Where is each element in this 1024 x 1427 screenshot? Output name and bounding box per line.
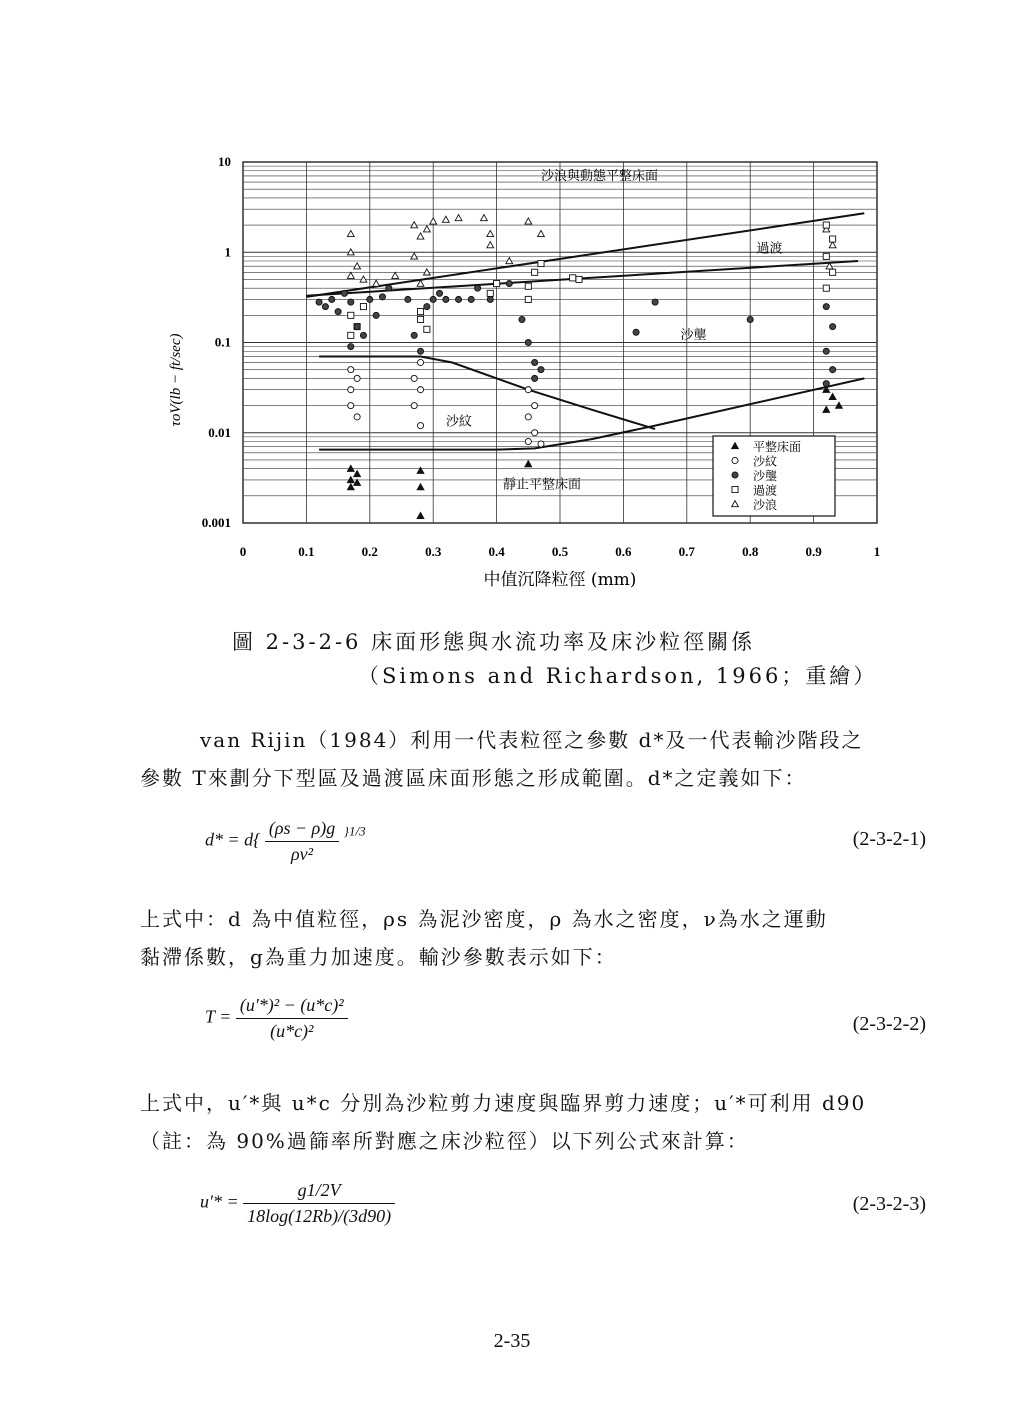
data-point <box>417 512 424 518</box>
data-point <box>487 296 493 302</box>
data-point <box>525 283 531 289</box>
legend-label: 沙壟 <box>753 469 778 483</box>
eq2-fraction <box>236 995 348 1042</box>
data-point <box>442 216 449 222</box>
legend-label: 沙浪 <box>753 498 778 512</box>
data-point <box>424 304 430 310</box>
region-label: 過渡 <box>756 241 783 257</box>
data-point <box>348 312 354 318</box>
x-tick-label: 0.4 <box>488 544 505 559</box>
y-tick-label: 0.1 <box>214 334 231 350</box>
data-point <box>525 296 531 302</box>
eq1-numerator: (ρs − ρ)g <box>265 818 339 842</box>
eq2-denominator: (u*c)² <box>270 1021 314 1041</box>
data-point <box>538 230 545 236</box>
data-point <box>525 461 532 467</box>
data-point <box>411 222 418 228</box>
eq3-numerator: g1/2V <box>243 1180 395 1204</box>
paragraph-3-line-1: 上式中，u′*與 u*c 分別為沙粒剪力速度與臨界剪力速度；u′*可利用 d90 <box>140 1091 867 1115</box>
data-point <box>487 230 494 236</box>
x-tick-label: 0.8 <box>742 544 759 559</box>
figure-caption-line1: 圖 2-3-2-6 床面形態與水流功率及床沙粒徑關係 <box>232 630 756 654</box>
data-point <box>360 276 367 282</box>
data-point <box>392 272 399 278</box>
data-point <box>532 359 538 365</box>
data-point <box>423 226 430 232</box>
data-point <box>347 230 354 236</box>
eq3-lhs: u′* = <box>200 1191 239 1212</box>
x-tick-label: 0.6 <box>615 544 632 559</box>
data-point <box>411 253 418 259</box>
eq3-fraction <box>243 1180 395 1227</box>
eq1-lhs: d* = d{ <box>205 829 261 850</box>
x-tick-label: 0.1 <box>298 544 315 559</box>
legend-label: 平整床面 <box>753 440 802 454</box>
data-point <box>417 467 424 473</box>
eq2-numerator: (u′*)² − (u*c)² <box>236 995 348 1019</box>
data-point <box>525 438 531 444</box>
y-tick-label: 10 <box>218 154 231 169</box>
data-point <box>823 304 829 310</box>
paragraph-3-line-2: （註：為 90%過篩率所對應之床沙粒徑）以下列公式來計算： <box>140 1129 749 1153</box>
data-point <box>348 299 354 305</box>
data-point <box>386 285 392 291</box>
data-point <box>354 375 360 381</box>
data-point <box>455 215 462 221</box>
legend-label: 過渡 <box>753 483 778 498</box>
data-point <box>836 402 843 408</box>
data-point <box>532 375 538 381</box>
data-point <box>322 304 328 310</box>
data-point <box>348 332 354 338</box>
legend-marker <box>732 457 738 463</box>
data-point <box>823 348 829 354</box>
x-tick-label: 0.3 <box>425 544 442 559</box>
region-label: 沙紋 <box>445 414 472 430</box>
bedform-chart <box>150 145 910 595</box>
equation-3 <box>200 1180 395 1227</box>
data-point <box>525 339 531 345</box>
eq1-fraction <box>265 818 339 865</box>
data-point <box>494 280 500 286</box>
y-axis-label: τoV(lb − ft/sec) <box>168 333 184 427</box>
x-tick-label: 0 <box>239 544 247 559</box>
data-point <box>411 332 417 338</box>
data-point <box>487 290 493 296</box>
eq2-lhs: T = <box>205 1006 232 1027</box>
data-point <box>360 304 366 310</box>
data-point <box>823 253 829 259</box>
data-point <box>525 387 531 393</box>
data-point <box>532 269 538 275</box>
y-tick-label: 0.01 <box>208 424 231 440</box>
data-point <box>506 280 512 286</box>
data-point <box>417 233 424 239</box>
legend-label: 沙紋 <box>753 454 778 469</box>
data-point <box>348 344 354 350</box>
data-point <box>532 403 538 409</box>
region-label: 沙壟 <box>680 327 707 343</box>
data-point <box>329 296 335 302</box>
data-point <box>417 309 423 315</box>
data-point <box>633 329 639 335</box>
data-point <box>341 290 347 296</box>
data-point <box>430 218 437 224</box>
eq1-denominator: ρv² <box>291 844 314 864</box>
data-point <box>354 324 360 330</box>
data-point <box>360 332 366 338</box>
data-point <box>348 367 354 373</box>
data-point <box>423 269 430 275</box>
data-point <box>823 222 829 228</box>
data-point <box>379 294 385 300</box>
data-point <box>481 215 488 221</box>
data-point <box>348 403 354 409</box>
equation-1-number: (2-3-2-1) <box>852 828 926 850</box>
data-point <box>830 269 836 275</box>
data-point <box>348 387 354 393</box>
data-point <box>475 285 481 291</box>
data-point <box>443 296 449 302</box>
data-point <box>829 393 836 399</box>
data-point <box>354 263 361 269</box>
data-point <box>570 275 576 281</box>
data-point <box>373 312 379 318</box>
data-point <box>830 236 836 242</box>
data-point <box>347 484 354 490</box>
x-tick-label: 1 <box>873 544 881 559</box>
data-point <box>411 375 417 381</box>
data-point <box>538 367 544 373</box>
data-point <box>487 242 494 248</box>
legend-marker <box>732 472 738 478</box>
data-point <box>519 316 525 322</box>
chart-legend <box>713 436 835 516</box>
data-point <box>506 258 513 264</box>
data-point <box>430 296 436 302</box>
x-tick-label: 0.7 <box>678 544 695 559</box>
data-point <box>823 285 829 291</box>
eq3-denominator: 18log(12Rb)/(3d90) <box>247 1206 392 1226</box>
data-point <box>652 299 658 305</box>
figure-caption-line2: （Simons and Richardson, 1966；重繪） <box>358 664 878 688</box>
data-point <box>468 296 474 302</box>
data-point <box>347 465 354 471</box>
data-point <box>456 296 462 302</box>
data-point <box>424 326 430 332</box>
equation-3-number: (2-3-2-3) <box>852 1193 926 1215</box>
data-point <box>525 414 531 420</box>
data-point <box>525 218 532 224</box>
page-number: 2-35 <box>493 1330 531 1352</box>
data-point <box>367 296 373 302</box>
data-point <box>823 406 830 412</box>
paragraph-2-line-1: 上式中：d 為中值粒徑，ρs 為泥沙密度，ρ 為水之密度，ν為水之運動 <box>140 907 828 931</box>
region-label: 沙浪與動態平整床面 <box>540 169 658 185</box>
paragraph-1-line-2: 參數 T來劃分下型區及過渡區床面形態之形成範圍。d*之定義如下： <box>140 766 807 790</box>
data-point <box>830 324 836 330</box>
data-point <box>347 477 354 483</box>
data-point <box>538 441 544 447</box>
paragraph-1-line-1: van Rijin（1984）利用一代表粒徑之參數 d*及一代表輸沙階段之 <box>200 728 864 752</box>
legend-marker <box>732 486 738 492</box>
data-point <box>354 414 360 420</box>
data-point <box>417 316 423 322</box>
data-point <box>747 316 753 322</box>
x-tick-label: 0.9 <box>805 544 822 559</box>
data-point <box>417 484 424 490</box>
paragraph-2-line-2: 黏滯係數，g為重力加速度。輸沙參數表示如下： <box>140 945 617 969</box>
equation-2 <box>205 995 348 1042</box>
data-point <box>417 348 423 354</box>
y-tick-label: 0.001 <box>201 515 231 530</box>
data-point <box>417 387 423 393</box>
data-point <box>417 423 423 429</box>
equation-1 <box>205 818 366 865</box>
data-point <box>576 276 582 282</box>
x-tick-label: 0.5 <box>551 544 569 559</box>
data-point <box>436 290 442 296</box>
equation-2-number: (2-3-2-2) <box>852 1013 926 1035</box>
x-axis-label: 中值沉降粒徑 (mm) <box>483 570 637 590</box>
x-tick-label: 0.2 <box>361 544 378 559</box>
data-point <box>335 309 341 315</box>
data-point <box>373 280 380 286</box>
data-point <box>417 359 423 365</box>
data-point <box>829 242 836 248</box>
data-point <box>347 272 354 278</box>
region-label: 靜止平整床面 <box>502 477 581 493</box>
data-point <box>354 470 361 476</box>
data-point <box>316 299 322 305</box>
data-point <box>532 430 538 436</box>
data-point <box>538 260 544 266</box>
y-tick-label: 1 <box>224 244 231 260</box>
eq1-power: }1/3 <box>343 823 366 839</box>
data-point <box>405 296 411 302</box>
data-point <box>411 403 417 409</box>
data-point <box>830 367 836 373</box>
